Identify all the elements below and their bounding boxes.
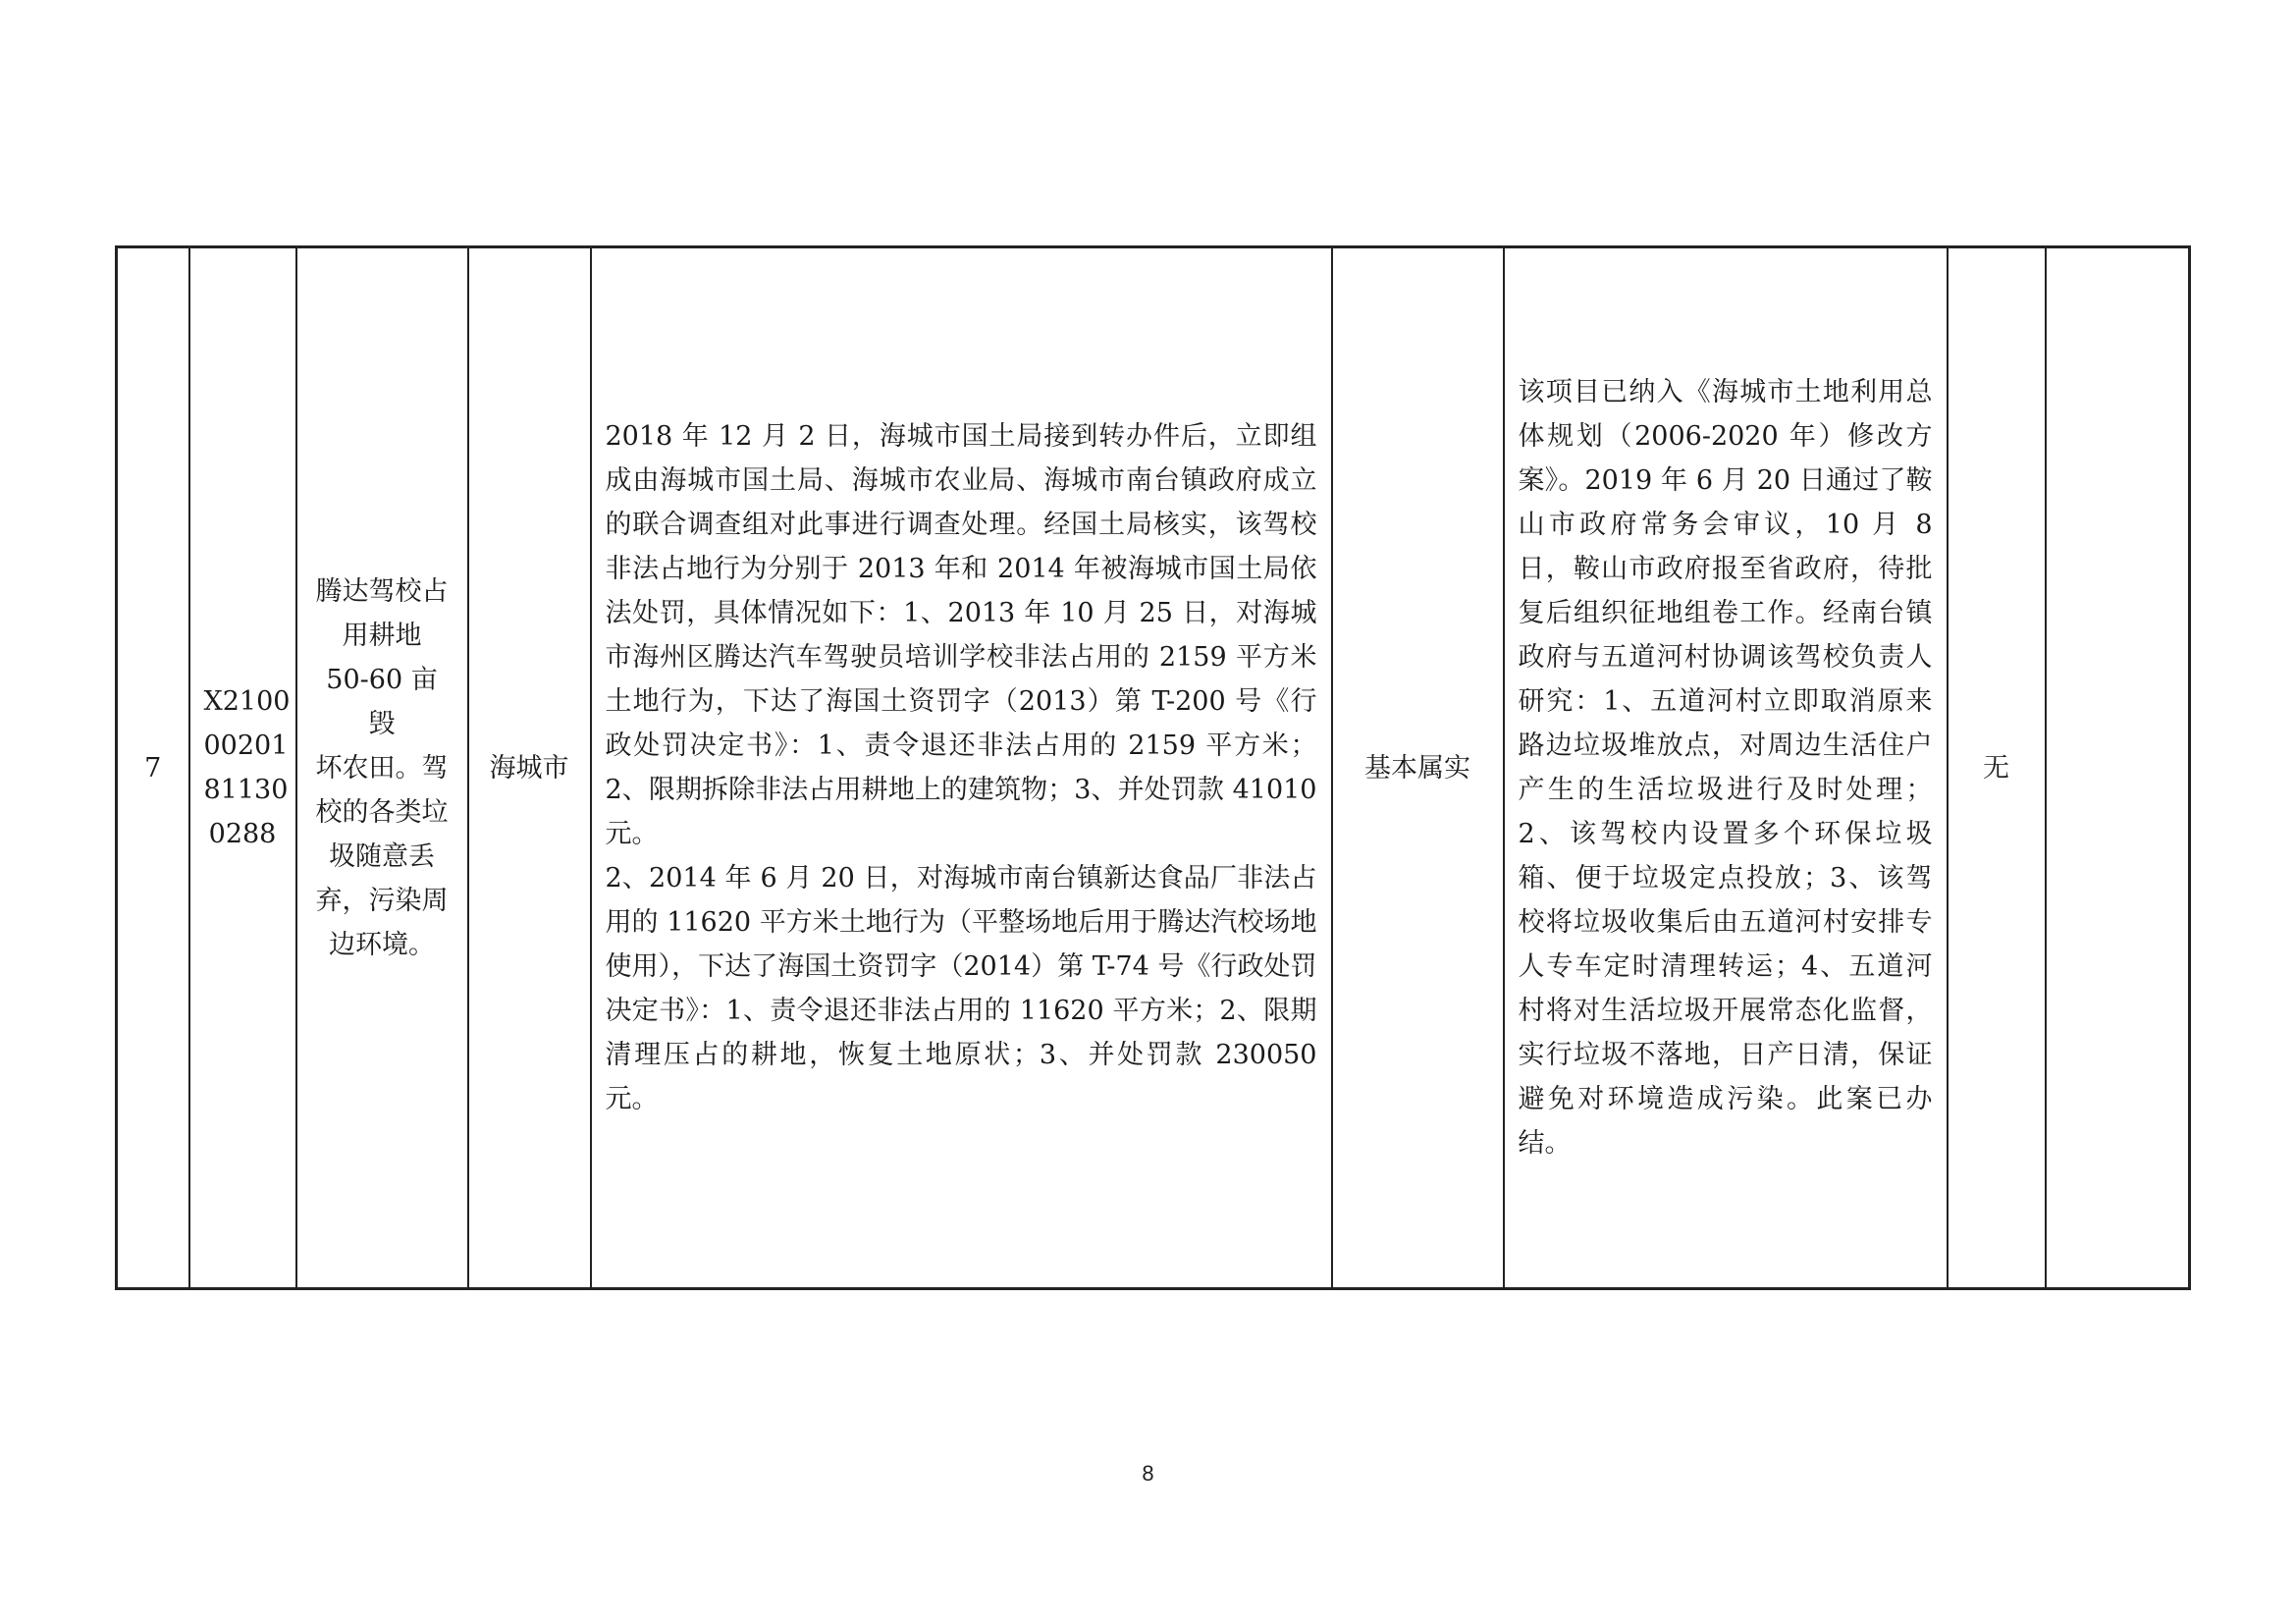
accountability-cell: 无 [1948, 247, 2046, 1289]
issue-line: 坏农田。驾 [315, 752, 449, 784]
table-row [117, 247, 2190, 1289]
plan-cell: 该项目已纳入《海城市土地利用总体规划（2006-2020 年）修改方案》。2019 年 6 月 20 日通过了鞍山市政府常务会审议，10 月 8 日，鞍山市政府报至省政府，待批复后组织征地组卷工作。经南台镇政府与五道河村协调该驾校负责人研究：1、五道河村立即取消原来路边垃圾堆放点，对周边生活住户产生的生活垃圾进行及时处理；2、该驾校内设置多个环保垃圾箱、便于垃圾定点投放；3、该驾校将垃圾收集后由五道河村安排专人专车定时清理转运；4、五道河村将对生活垃圾开展常态化监督，实行垃圾不落地，日产日清，保证避免对环境造成污染。此案已办结。 [1504, 247, 1948, 1289]
seq-cell: 7 [117, 247, 189, 1289]
issue-line: 边环境。 [329, 929, 435, 960]
process-paragraph: 2018 年 12 月 2 日，海城市国土局接到转办件后，立即组成由海城市国土局、海城市农业局、海城市南台镇政府成立的联合调查组对此事进行调查处理。经国土局核实，该驾校非法占地行为分别于 2013 年和 2014 年被海城市国土局依法处罚，具体情况如下：1、2013 年 10 月 25 日，对海城市海州区腾达汽车驾驶员培训学校非法占用的 2159 平方米土地行为，下达了海国土资罚字（2013）第 T-200 号《行政处罚决定书》：1、责令退还非法占用的 2159 平方米；2、限期拆除非法占用耕地上的建筑物；3、并处罚款 41010 元。 [605, 421, 1317, 849]
case-id-cell [189, 247, 296, 1289]
case-id-line: 0288 [208, 819, 277, 849]
issue-cell [296, 247, 468, 1289]
issue-line: 用耕地 [342, 620, 422, 651]
case-id-line: 00201 [203, 731, 289, 761]
case-table [115, 245, 2191, 1290]
process-cell [591, 247, 1332, 1289]
issue-line: 校的各类垃 [315, 796, 449, 828]
case-id-line: X2100 [203, 686, 291, 717]
process-paragraph: 2、2014 年 6 月 20 日，对海城市南台镇新达食品厂非法占用的 11620 平方米土地行为（平整场地后用于腾达汽校场地使用），下达了海国土资罚字（2014）第 T-74 号《行政处罚决定书》：1、责令退还非法占用的 11620 平方米；2、限期清理压占的耕地，恢复土地原状；3、并处罚款 230050 元。 [605, 863, 1317, 1114]
issue-line: 弃，污染周 [315, 885, 449, 916]
page-number: 8 [1142, 1461, 1154, 1486]
verdict-cell: 基本属实 [1332, 247, 1504, 1289]
region-cell: 海城市 [468, 247, 591, 1289]
remarks-cell [2046, 247, 2190, 1289]
case-id-line: 81130 [203, 775, 289, 805]
issue-line: 50-60 亩 毁 [326, 664, 438, 739]
issue-line: 圾随意丢 [329, 840, 435, 872]
issue-line: 腾达驾校占 [315, 575, 449, 607]
